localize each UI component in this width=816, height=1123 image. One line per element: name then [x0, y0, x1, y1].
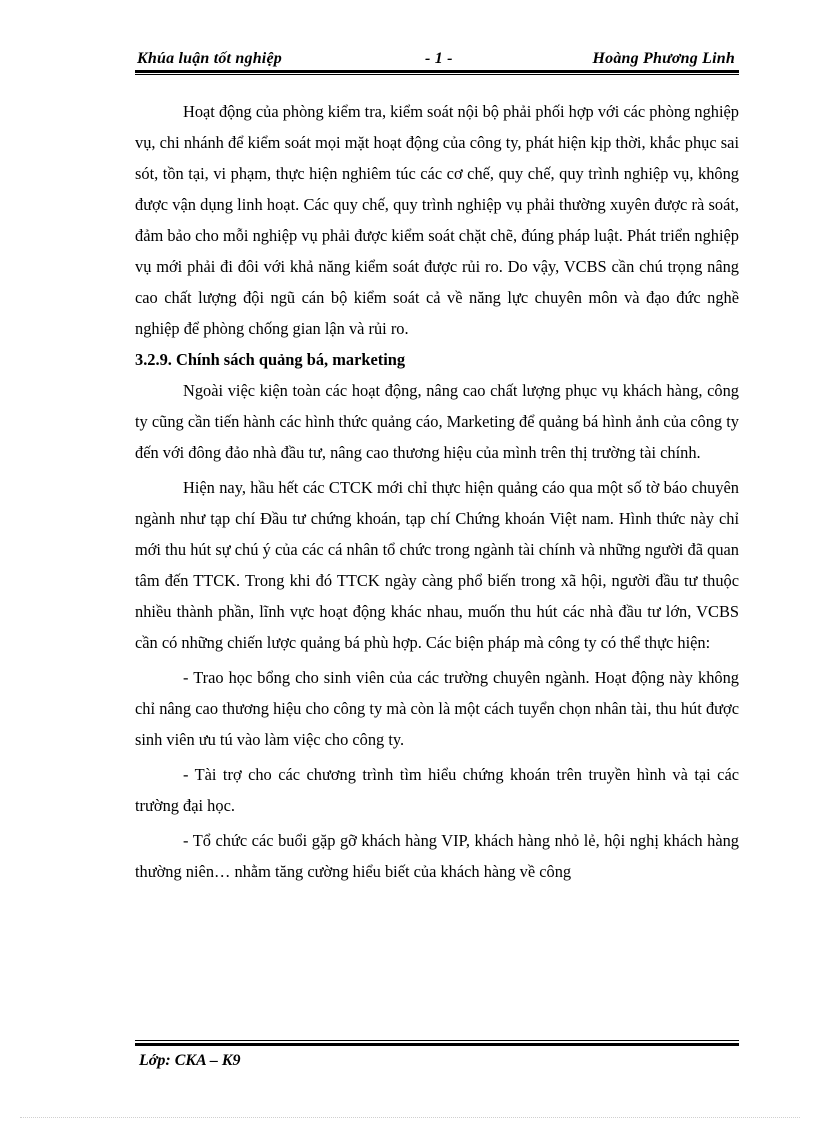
paragraph-internal-control: Hoạt động của phòng kiểm tra, kiểm soát nội bộ phải phối hợp với các phòng nghiệp vụ, chi nhánh để kiểm soát mọi mặt hoạt động của công ty, phát hiện kịp thời, khắc phục sai sót, tồn tại, vi phạm, thực hiện nghiêm túc các cơ chế, quy chế, quy trình nghiệp vụ, không được vận dụng linh hoạt. Các quy chế, quy trình nghiệp vụ phải thường xuyên được rà soát, đảm bảo cho mỗi nghiệp vụ phải được kiểm soát chặt chẽ, đúng pháp luật. Phát triển nghiệp vụ mới phải đi đôi với khả năng kiểm soát được rủi ro. Do vậy, VCBS cần chú trọng nâng cao chất lượng đội ngũ cán bộ kiểm soát cả về năng lực chuyên môn và đạo đức nghề nghiệp để phòng chống gian lận và rủi ro.	[135, 102, 739, 338]
header-rule-thick	[135, 70, 739, 73]
section-heading: 3.2.9. Chính sách quảng bá, marketing	[135, 350, 406, 369]
paragraph-customer-events: - Tổ chức các buổi gặp gỡ khách hàng VIP, khách hàng nhỏ lẻ, hội nghị khách hàng thường niên… nhằm tăng cường hiểu biết của khách hàng về công	[135, 831, 739, 881]
footer-class-label: Lớp: CKA – K9	[139, 1052, 241, 1069]
page-bottom-dotted-line	[20, 1117, 800, 1118]
paragraph-current-situation: Hiện nay, hầu hết các CTCK mới chỉ thực hiện quảng cáo qua một số tờ báo chuyên ngành như tạp chí Đầu tư chứng khoán, tạp chí Chứng khoán Việt nam. Hình thức này chỉ mới thu hút sự chú ý của các cá nhân tổ chức trong ngành tài chính và những người đã quan tâm đến TTCK. Trong khi đó TTCK ngày càng phổ biến trong xã hội, người đầu tư thuộc nhiều thành phần, lĩnh vực hoạt động khác nhau, muốn thu hút các nhà đầu tư lớn, VCBS cần có những chiến lược quảng bá phù hợp. Các biện pháp mà công ty có thể thực hiện:	[135, 478, 739, 652]
page-footer	[135, 1040, 739, 1080]
paragraph-marketing-intro: Ngoài việc kiện toàn các hoạt động, nâng cao chất lượng phục vụ khách hàng, công ty cũng cần tiến hành các hình thức quảng cáo, Marketing để quảng bá hình ảnh của công ty đến với đông đảo nhà đầu tư, nâng cao thương hiệu của mình trên thị trường tài chính.	[135, 381, 739, 462]
header-author-name: Hoàng Phương Linh	[592, 50, 735, 67]
paragraph-scholarship: - Trao học bổng cho sinh viên của các trường chuyên ngành. Hoạt động này không chỉ nâng cao thương hiệu cho công ty mà còn là một cách tuyển chọn nhân tài, thu hút được sinh viên ưu tú vào làm việc cho công ty.	[135, 668, 739, 749]
paragraph-sponsorship: - Tài trợ cho các chương trình tìm hiểu chứng khoán trên truyền hình và tại các trường đại học.	[135, 765, 739, 815]
footer-rule-thick	[135, 1043, 739, 1046]
page-header	[135, 46, 739, 76]
header-rule-thin	[135, 74, 739, 75]
header-thesis-title: Khúa luận tốt nghiệp	[137, 50, 282, 67]
page-body	[135, 96, 739, 887]
footer-rule-thin	[135, 1040, 739, 1041]
header-page-number: - 1 -	[425, 50, 453, 67]
